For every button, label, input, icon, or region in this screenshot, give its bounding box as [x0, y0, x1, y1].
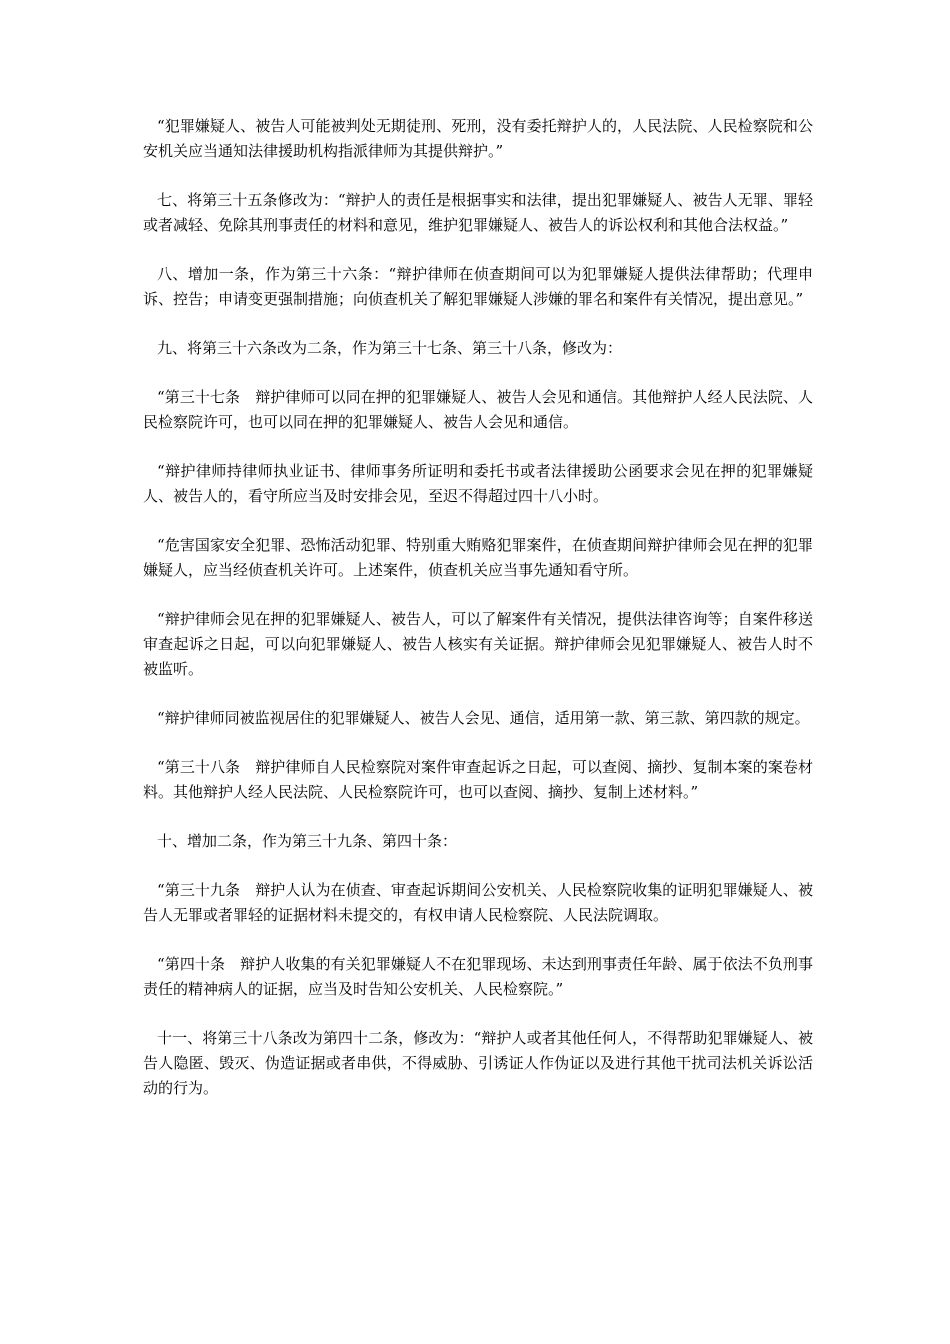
paragraph-article-37: “第三十七条 辩护律师可以同在押的犯罪嫌疑人、被告人会见和通信。其他辩护人经人民法院、人民检察院许可，也可以同在押的犯罪嫌疑人、被告人会见和通信。 — [143, 388, 813, 431]
paragraph-article-39: “第三十九条 辩护人认为在侦查、审查起诉期间公安机关、人民检察院收集的证明犯罪嫌疑人、被告人无罪或者罪轻的证据材料未提交的，有权申请人民检察院、人民法院调取。 — [143, 881, 813, 924]
paragraph-article-11: 十一、将第三十八条改为第四十二条，修改为：“辩护人或者其他任何人，不得帮助犯罪嫌疑人、被告人隐匿、毁灭、伪造证据或者串供，不得威胁、引诱证人作伪证以及进行其他干扰司法机关诉讼活动的行为。 — [143, 1029, 813, 1097]
paragraph-lawyer-meeting: “辩护律师持律师执业证书、律师事务所证明和委托书或者法律援助公函要求会见在押的犯罪嫌疑人、被告人的，看守所应当及时安排会见，至迟不得超过四十八小时。 — [143, 462, 813, 505]
paragraph-special-cases: “危害国家安全犯罪、恐怖活动犯罪、特别重大贿赂犯罪案件，在侦查期间辩护律师会见在押的犯罪嫌疑人，应当经侦查机关许可。上述案件，侦查机关应当事先通知看守所。 — [143, 536, 813, 579]
paragraph-article-10: 十、增加二条，作为第三十九条、第四十条： — [157, 832, 458, 850]
paragraph-article-7: 七、将第三十五条修改为：“辩护人的责任是根据事实和法律，提出犯罪嫌疑人、被告人无罪、罪轻或者减轻、免除其刑事责任的材料和意见，维护犯罪嫌疑人、被告人的诉讼权利和其他合法权益。” — [143, 191, 813, 234]
paragraph-meeting-content: “辩护律师会见在押的犯罪嫌疑人、被告人，可以了解案件有关情况，提供法律咨询等；自案件移送审查起诉之日起，可以向犯罪嫌疑人、被告人核实有关证据。辩护律师会见犯罪嫌疑人、被告人时不被监听。 — [143, 610, 813, 678]
paragraph-legal-aid-appointment: “犯罪嫌疑人、被告人可能被判处无期徒刑、死刑，没有委托辩护人的，人民法院、人民检察院和公安机关应当通知法律援助机构指派律师为其提供辩护。” — [143, 117, 813, 160]
paragraph-article-38: “第三十八条 辩护律师自人民检察院对案件审查起诉之日起，可以查阅、摘抄、复制本案的案卷材料。其他辩护人经人民法院、人民检察院许可，也可以查阅、摘抄、复制上述材料。” — [143, 758, 813, 801]
paragraph-residential-surveillance: “辩护律师同被监视居住的犯罪嫌疑人、被告人会见、通信，适用第一款、第三款、第四款的规定。 — [157, 709, 810, 727]
paragraph-article-9: 九、将第三十六条改为二条，作为第三十七条、第三十八条，修改为： — [157, 339, 623, 357]
document-body — [143, 114, 813, 1125]
paragraph-article-40: “第四十条 辩护人收集的有关犯罪嫌疑人不在犯罪现场、未达到刑事责任年龄、属于依法不负刑事责任的精神病人的证据，应当及时告知公安机关、人民检察院。” — [143, 955, 813, 998]
paragraph-article-8: 八、增加一条，作为第三十六条：“辩护律师在侦查期间可以为犯罪嫌疑人提供法律帮助；代理申诉、控告；申请变更强制措施；向侦查机关了解犯罪嫌疑人涉嫌的罪名和案件有关情况，提出意见。” — [143, 265, 813, 308]
